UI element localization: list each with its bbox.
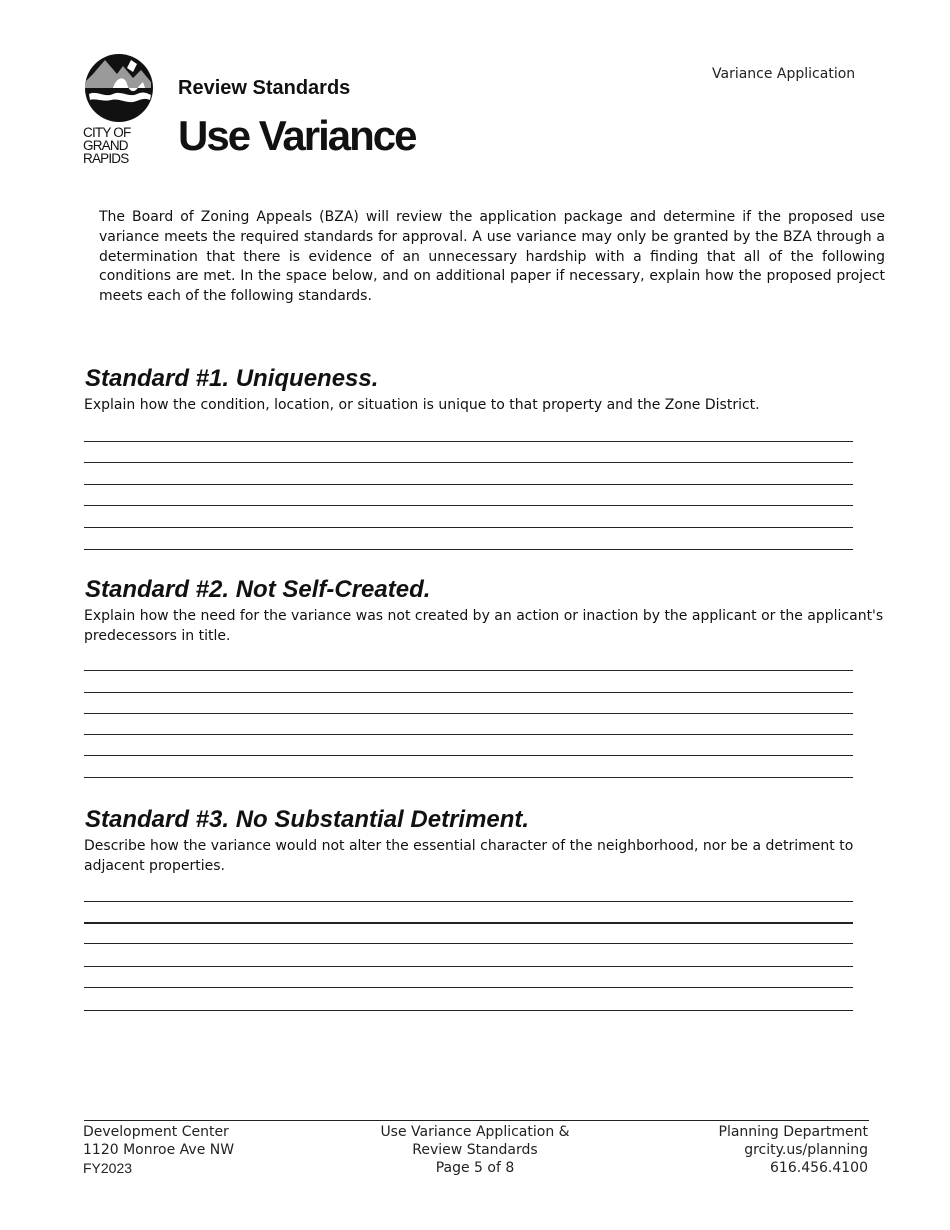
standard-3-heading: Standard #3. No Substantial Detriment. xyxy=(85,806,530,833)
footer-document-subtitle: Review Standards xyxy=(412,1142,538,1158)
standard-1-answer-line[interactable] xyxy=(84,484,853,485)
standard-2-answer-line[interactable] xyxy=(84,692,853,693)
review-standards-title: Review Standards xyxy=(178,77,351,99)
standard-2-heading: Standard #2. Not Self-Created. xyxy=(85,576,431,603)
standard-3-answer-line[interactable] xyxy=(84,943,853,944)
logo-text-line: GRAND xyxy=(83,138,128,153)
footer-department: Planning Department xyxy=(718,1124,868,1140)
standard-3-description: Describe how the variance would not alter the essential character of the neighborhood, nor be a detriment to adjacent properties. xyxy=(84,838,854,874)
standard-1-answer-line[interactable] xyxy=(84,441,853,442)
standard-1-heading: Standard #1. Uniqueness. xyxy=(85,365,379,392)
standard-1-answer-line[interactable] xyxy=(84,505,853,506)
standard-2-answer-line[interactable] xyxy=(84,755,853,756)
footer-divider xyxy=(84,1120,869,1121)
footer-website[interactable]: grcity.us/planning xyxy=(744,1142,868,1158)
standard-2-answer-line[interactable] xyxy=(84,777,853,778)
standard-1-answer-line[interactable] xyxy=(84,527,853,528)
footer-page-number: Page 5 of 8 xyxy=(435,1160,515,1176)
footer-document-title: Use Variance Application & xyxy=(380,1124,570,1140)
footer-phone: 616.456.4100 xyxy=(770,1160,868,1176)
city-logo xyxy=(83,54,157,172)
standard-2-answer-line[interactable] xyxy=(84,670,853,671)
standard-1-answer-line[interactable] xyxy=(84,462,853,463)
footer-address: 1120 Monroe Ave NW xyxy=(83,1142,235,1158)
standard-3-answer-line[interactable] xyxy=(84,901,853,902)
footer-left xyxy=(83,1123,234,1177)
standard-2-description: Explain how the need for the variance was not created by an action or inaction by the applicant or the applicant's predecessors in title. xyxy=(84,608,884,644)
footer-right xyxy=(640,1123,868,1177)
standard-1-answer-line[interactable] xyxy=(84,549,853,550)
standard-3-answer-line[interactable] xyxy=(84,922,853,924)
standard-3-answer-line[interactable] xyxy=(84,966,853,967)
city-logo-emblem xyxy=(83,54,157,126)
application-label: Variance Application xyxy=(712,66,856,82)
footer-office-name: Development Center xyxy=(83,1124,229,1140)
standard-2-answer-line[interactable] xyxy=(84,734,853,735)
footer-fiscal-year: FY2023 xyxy=(83,1160,133,1176)
standard-1-description: Explain how the condition, location, or situation is unique to that property and the Zone District. xyxy=(84,397,760,413)
standard-2-answer-line[interactable] xyxy=(84,713,853,714)
logo-text-line: CITY OF xyxy=(83,125,131,140)
logo-text-line: RAPIDS xyxy=(83,151,129,166)
intro-paragraph: The Board of Zoning Appeals (BZA) will review the application package and determine if the proposed use variance meets the required standards for approval. A use variance may only be granted by the BZA through a determination that there is evidence of an unnecessary hardship with a finding that all of the following conditions are met. In the space below, and on additional paper if necessary, explain how the proposed project meets each of the following standards. xyxy=(99,209,885,305)
footer-center xyxy=(355,1123,595,1177)
standard-3-answer-line[interactable] xyxy=(84,1010,853,1011)
standard-3-answer-line[interactable] xyxy=(84,987,853,988)
page-title: Use Variance xyxy=(178,112,416,159)
